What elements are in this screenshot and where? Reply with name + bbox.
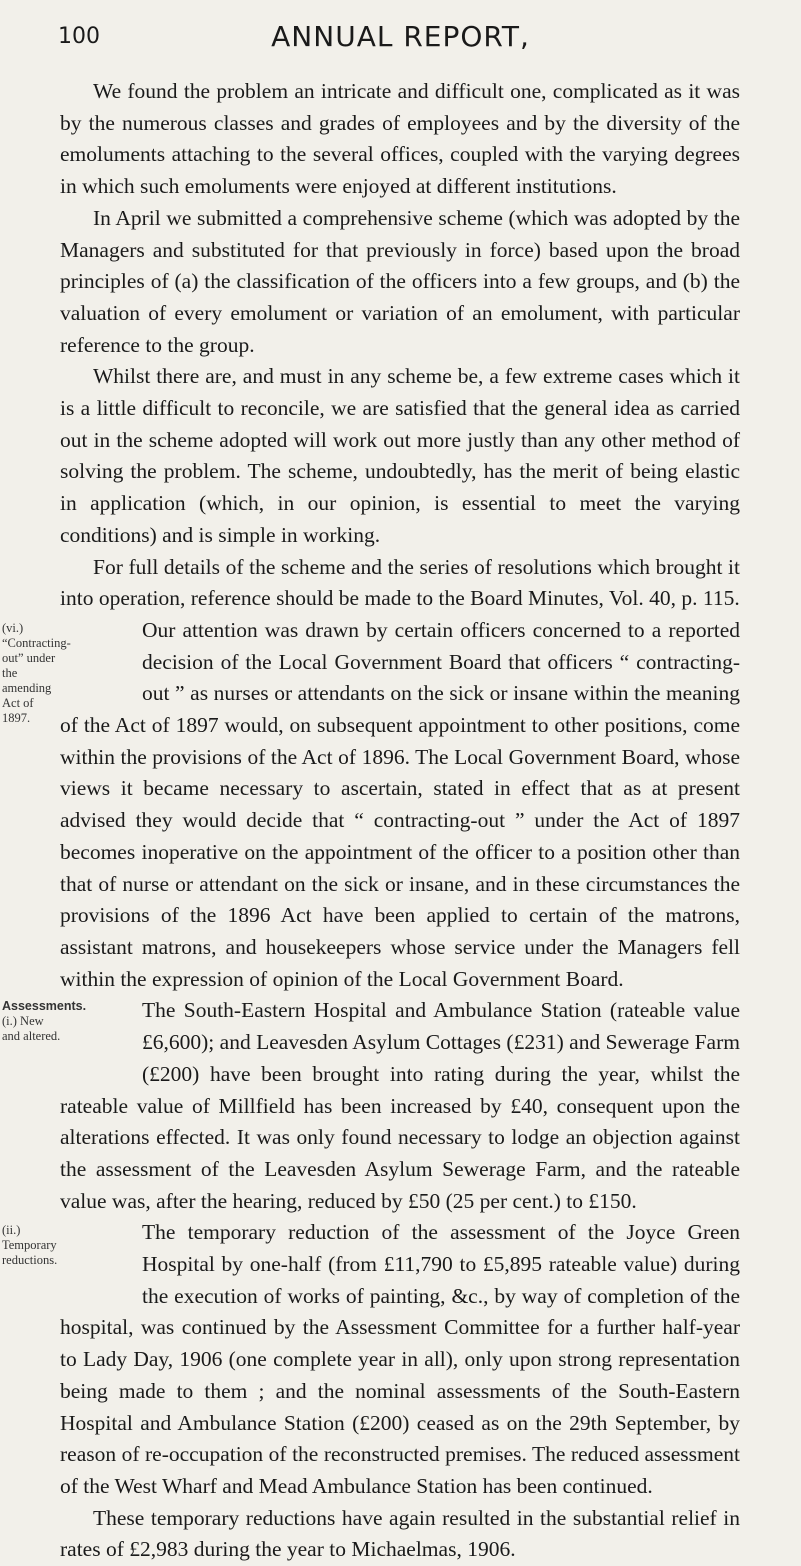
paragraph-contracting-out: Our attention was drawn by certain officers concerned to a reported decision of the Local Government Board that officers “ contracting-out ” as nurses or attendants on the sick or insane within the meaning of the Act of 1897 would, on subsequent appointment to other positions, come within the provisions of the Act of 1896. The Local Government Board, whose views it became necessary to ascertain, stated in effect that as at present advised they would decide that “ contracting-out ” under the Act of 1897 becomes inoperative on the appointment of the officer to a position other than that of nurse or attendant on the sick or insane, and in these circumstances the provisions of the 1896 Act have been applied to certain of the matrons, assistant matrons, and housekeepers whose service under the Managers fell within the expression of opinion of the Local Government Board. (60, 617, 740, 991)
margin-note-contracting-out: (vi.) “Contracting-out” under the amending Act of 1897. (2, 620, 71, 725)
paragraph-elastic: Whilst there are, and must in any scheme be, a few extreme cases which it is a little difficult to reconcile, we are satisfied that the general idea as carried out in the scheme adopted will work out more justly than any other method of solving the problem. The scheme, undoubtedly, has the merit of being elastic in application (which, in our opinion, is essential to meet the varying conditions) and is simple in working. (60, 364, 740, 547)
running-head: ANNUAL REPORT, (271, 20, 530, 53)
paragraph-details: For full details of the scheme and the series of resolutions which brought it into operation, reference should be made to the Board Minutes, Vol. 40, p. 115. (60, 554, 740, 611)
indent-spacer (60, 1217, 142, 1310)
section-assessments (2, 995, 740, 1217)
indent-spacer (60, 615, 142, 710)
report-body (2, 76, 740, 1566)
paragraph-temporary: The temporary reduction of the assessment of the Joyce Green Hospital by one-half (from £11,790 to £5,895 rateable value) during the execution of works of painting, &c., by way of completion of the hospital, was continued by the Assessment Committee for a further half-year to Lady Day, 1906 (one complete year in all), only upon strong representation being made to them ; and the nominal assessments of the South-Eastern Hospital and Ambulance Station (£200) ceased as on the 29th September, by reason of re-occupation of the reconstructed premises. The reduced assessment of the West Wharf and Mead Ambulance Station has been continued. (60, 1220, 740, 1498)
margin-note-assessments (2, 999, 87, 1044)
margin-heading-assessments: Assessments. (2, 999, 87, 1014)
section-temporary (2, 1217, 740, 1502)
page-header (0, 10, 801, 60)
page-number: 100 (58, 24, 100, 49)
paragraph-relief: These temporary reductions have again resulted in the substantial relief in rates of £2,983 during the year to Michaelmas, 1906. (60, 1505, 740, 1562)
paragraph-scheme: In April we submitted a comprehensive scheme (which was adopted by the Managers and substituted for that previously in force) based upon the broad principles of (a) the classification of the officers into a few groups, and (b) the valuation of every emolument or variation of an emolument, with particular reference to the group. (60, 205, 740, 357)
paragraph-assessments: The South-Eastern Hospital and Ambulance Station (rateable value £6,600); and Leavesden Asylum Cottages (£231) and Sewerage Farm (£200) have been brought into rating during the year, whilst the rateable value of Millfield has been increased by £40, consequent upon the alterations effected. It was only found necessary to lodge an objection against the assessment of the Leavesden Asylum Sewerage Farm, and the rateable value was, after the hearing, reduced by £50 (25 per cent.) to £150. (60, 998, 740, 1213)
paragraph-problem: We found the problem an intricate and difficult one, complicated as it was by the numerous classes and grades of employees and by the diversity of the emoluments attaching to the several offices, coupled with the varying degrees in which such emoluments were enjoyed at different institutions. (60, 79, 740, 199)
section-contracting-out (2, 615, 740, 995)
margin-note-new-altered: (i.) New and altered. (2, 1014, 61, 1044)
margin-note-temporary: (ii.) Temporary reductions. (2, 1223, 58, 1268)
